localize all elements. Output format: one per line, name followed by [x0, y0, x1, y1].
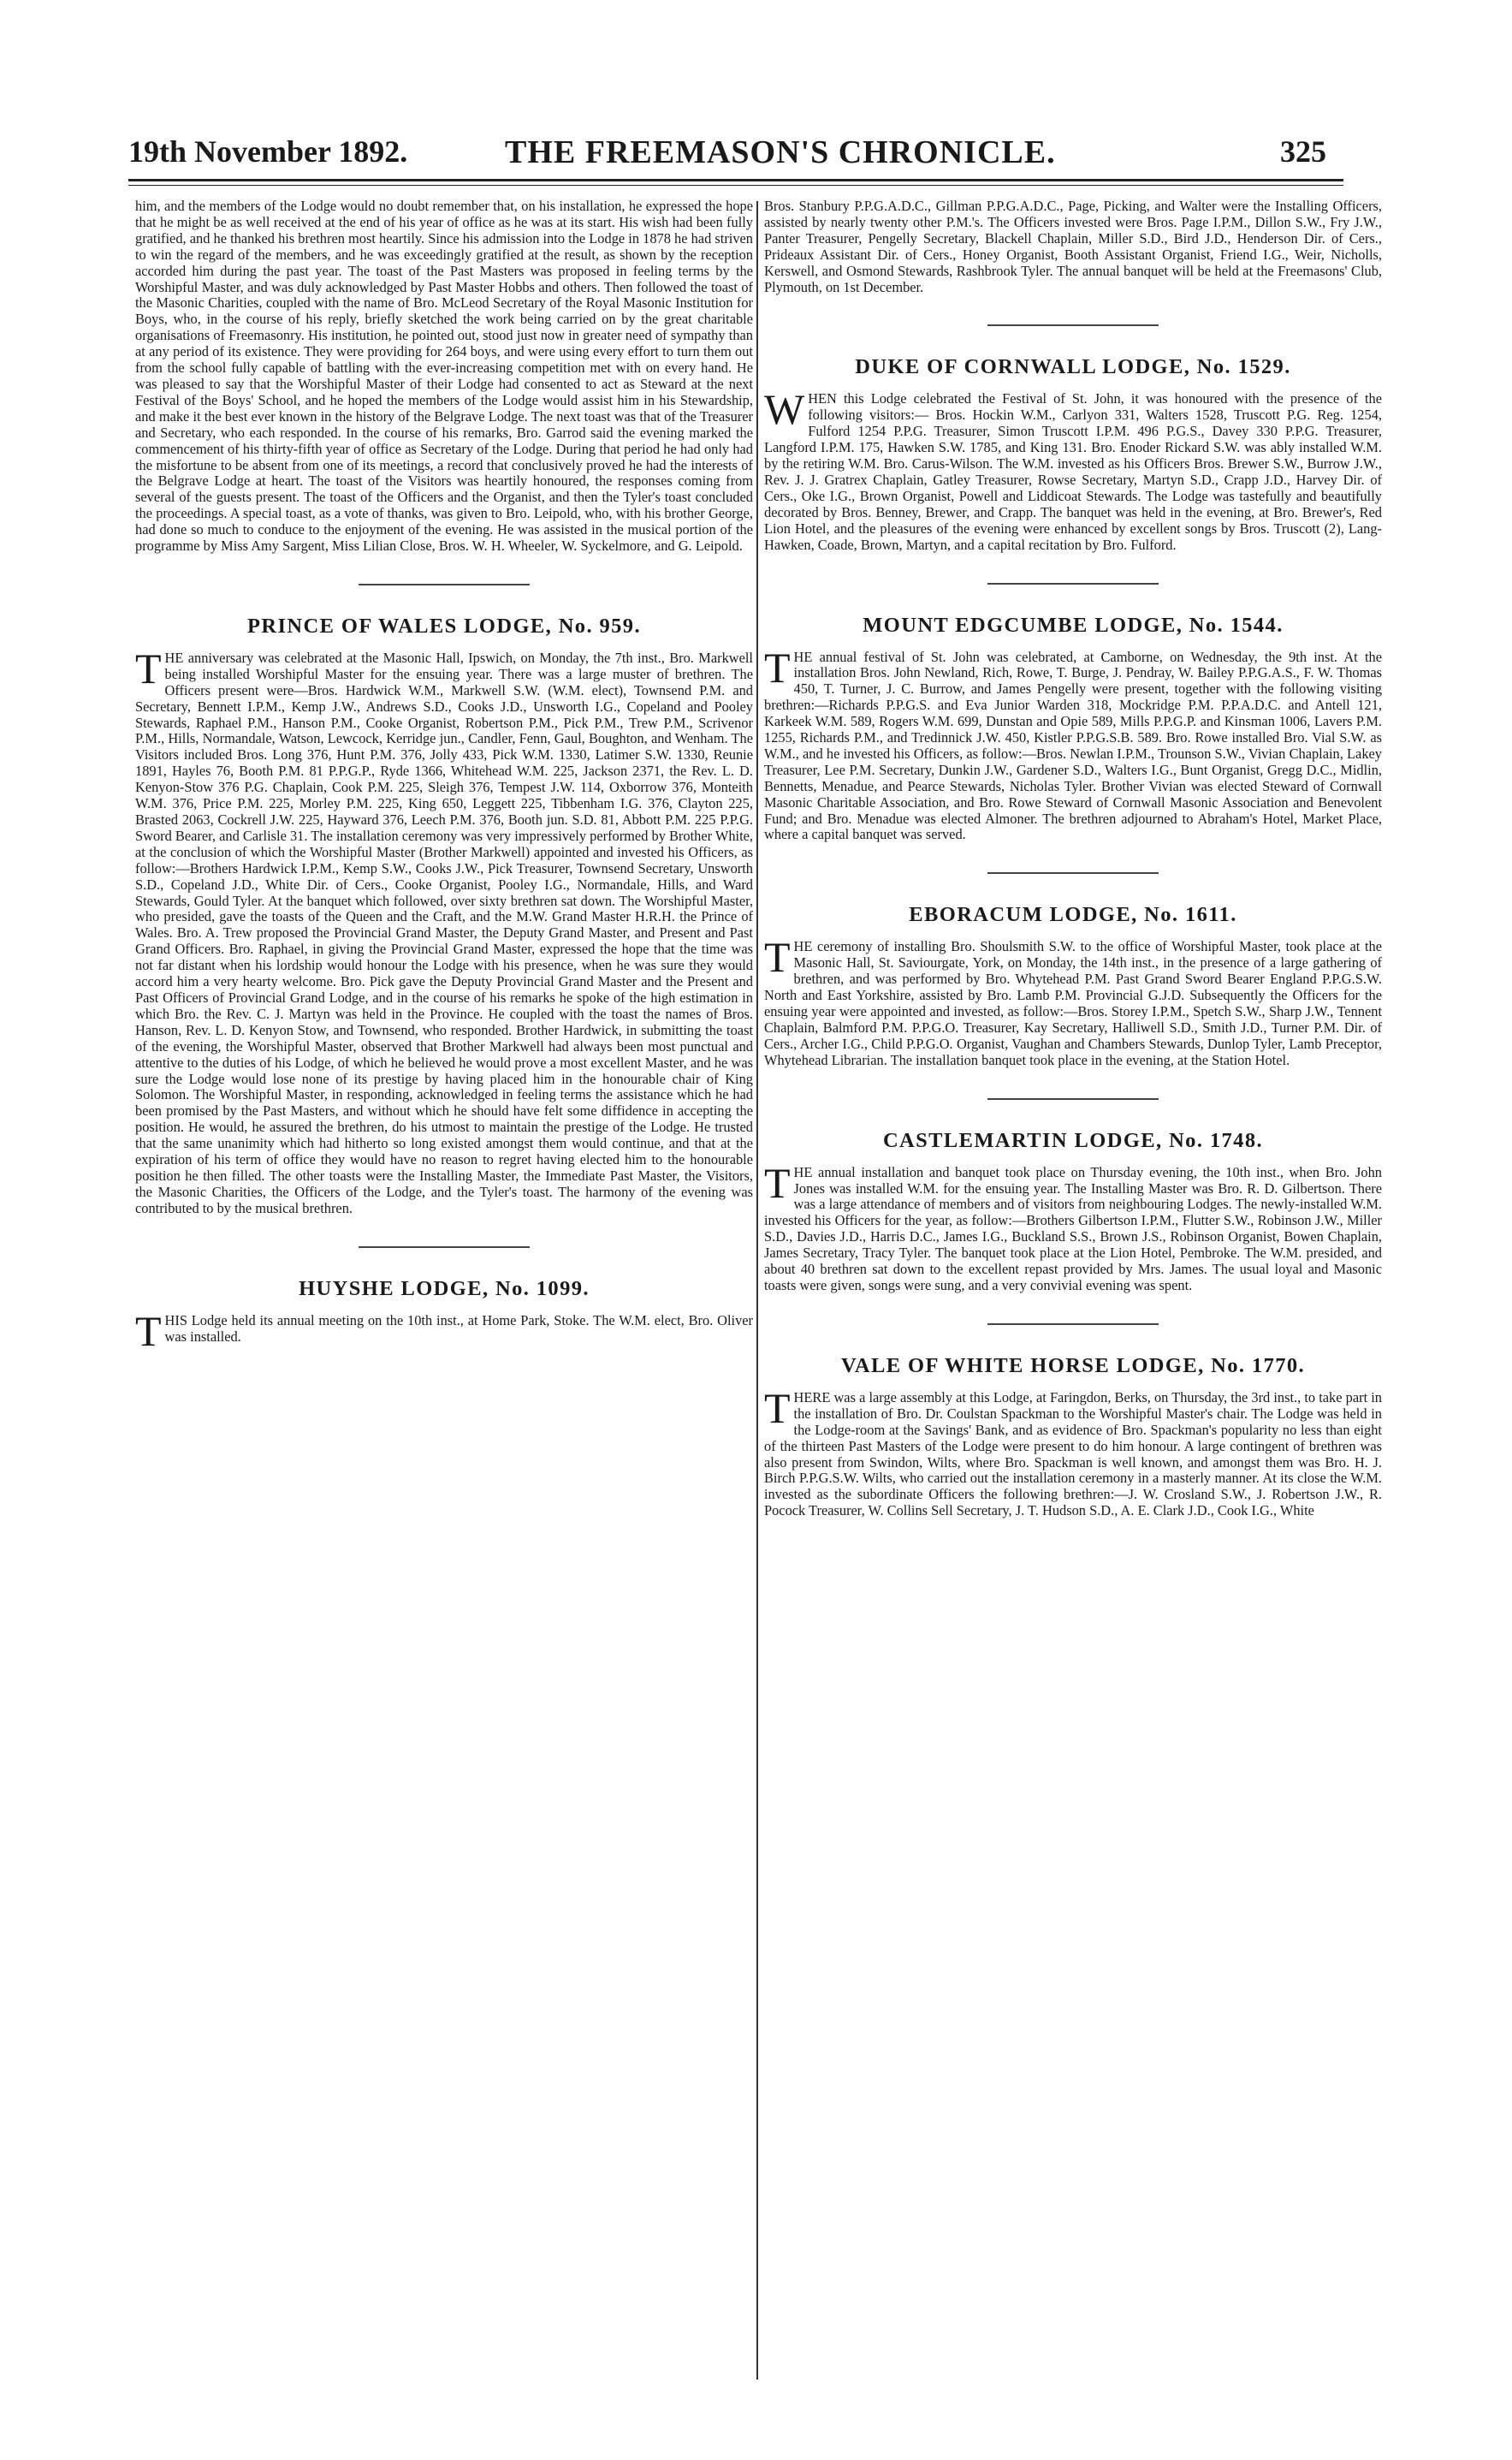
- article-text: HE ceremony of installing Bro. Shoulsmith S.W. to the office of Worshipful Master, took place at the Masonic Hall, St. Saviourgate, York, on Monday, the 14th inst., in the presence of a large gathering of brethren, and was performed by Bro. Whytehead P.M. Past Grand Sword Bearer England P.P.G.S.W. North and East Yorkshire, assisted by Bro. Lamb P.M. Provincial G.J.D. Subsequently the Officers for the ensuing year were appointed and invested, as follow:—Bros. Storey I.P.M., Spetch S.W., Sharp J.W., Tennent Chaplain, Balmford P.M. P.P.G.O. Treasurer, Kay Secretary, Halliwell S.D., Smith J.D., Turner P.M. Dir. of Cers., Archer I.G., Child P.P.G.O. Organist, Vaughan and Chambers Stewards, Dunlop Tyler, Lamb Preceptor, Whytehead Librarian. The installation banquet took place in the evening, at the Station Hotel.: [764, 938, 1382, 1068]
- section-separator: [359, 584, 530, 585]
- section-separator: [987, 583, 1159, 585]
- issue-date: 19th November 1892.: [128, 134, 408, 169]
- mount-edgcumbe-lodge-heading: MOUNT EDGCUMBE LODGE, No. 1544.: [863, 613, 1284, 637]
- duke-of-cornwall-lodge-heading: DUKE OF CORNWALL LODGE, No. 1529.: [855, 355, 1291, 379]
- drop-cap: T: [135, 644, 162, 692]
- belgrave-continued-paragraph: him, and the members of the Lodge would no doubt remember that, on his installation, he expressed the hope that he might be as well received at the end of his year of office as he was at its start. His wish had been fully gratified, and he thanked his brethren most heartily. Since his admission into the Lodge in 1878 he had striven to win the regard of the members, and he was exceedingly gratified at the result, as shown by the reception accorded him during the past year. The toast of the Past Masters was proposed in feeling terms by the Worshipful Master, and was duly acknowledged by Past Master Hobbs and others. Then followed the toast of the Masonic Charities, coupled with the name of Bro. McLeod Secretary of the Royal Masonic Institution for Boys, who, in the course of his reply, briefly sketched the work being carried on by the great charitable organisations of Freemasonry. His institution, he pointed out, stood just now in greater need of sympathy than at any period of its existence. They were providing for 264 boys, and were using every effort to turn them out from the school fully capable of battling with the ever-increasing competition met with on every hand. He was pleased to say that the Worshipful Master of their Lodge had consented to act as Steward at the next Festival of the Boys' School, and he hoped the members of the Lodge would assist him in his Stewardship, and make it the best ever known in the history of the Belgrave Lodge. The next toast was that of the Treasurer and Secretary, who each responded. In the course of his remarks, Bro. Garrod said the evening marked the commencement of his thirty-fifth year of office as Secretary of the Lodge. During that period he had only had the misfortune to be absent from one of its meetings, a record that conclusively proved he had the interests of the Belgrave Lodge at heart. The toast of the Visitors was heartily honoured, the responses coming from several of the guests present. The toast of the Officers and the Organist, and then the Tyler's toast concluded the proceedings. A special toast, as a vote of thanks, was given to Bro. Leipold, who, with his brother George, had done so much to conduce to the enjoyment of the evening. He was assisted in the musical portion of the programme by Miss Amy Sargent, Miss Lilian Close, Bros. W. H. Wheeler, W. Syckelmore, and G. Leipold.: [135, 198, 753, 555]
- left-column: [135, 198, 754, 1355]
- drop-cap: T: [764, 1158, 791, 1207]
- vale-of-white-horse-lodge-article: [764, 1383, 1382, 1519]
- article-text: HERE was a large assembly at this Lodge, at Faringdon, Berks, on Thursday, the 3rd inst., to take part in the installation of Bro. Dr. Coulstan Spackman to the Worshipful Master's chair. The Lodge was held in the Lodge-room at the Savings' Bank, and as evidence of Bro. Spackman's popularity no less than eight of the thirteen Past Masters of the Lodge were present to do him honour. A large contingent of brethren was also present from Swindon, Wilts, where Bro. Spackman is well known, and amongst them was Bro. H. J. Birch P.P.G.S.W. Wilts, who carried out the installation ceremony in a masterly manner. At its close the W.M. invested as the subordinate Officers the following brethren:—J. W. Crosland S.W., J. Robertson J.W., R. Pocock Treasurer, W. Collins Sell Secretary, J. T. Hudson S.D., A. E. Clark J.D., Cook I.G., White: [764, 1388, 1382, 1519]
- mount-edgcumbe-lodge-article: [764, 643, 1382, 844]
- drop-cap: T: [764, 1383, 791, 1432]
- page-header: [128, 128, 1343, 180]
- prince-of-wales-lodge-heading: PRINCE OF WALES LODGE, No. 959.: [247, 614, 641, 638]
- right-column: [764, 199, 1382, 1519]
- article-text: HE annual installation and banquet took place on Thursday evening, the 10th inst., when Bro. John Jones was installed W.M. for the ensuing year. The Installing Master was Bro. R. D. Gilbertson. There was a large attendance of members and of visitors from neighbouring Lodges. The newly-installed W.M. invested his Officers for the year, as follow:—Brothers Gilbertson I.P.M., Flutter S.W., Robinson J.W., Miller S.D., Davies J.D., Harris D.C., James I.G., Buckland S.S., Brown J.S., Robinson Organist, Bowen Chaplain, James Secretary, Tracy Tyler. The banquet took place at the Lion Hotel, Pembroke. The W.M. presided, and about 40 brethren sat down to the excellent repast provided by Mrs. James. The usual loyal and Masonic toasts were given, songs were sung, and a very convivial evening was spent.: [764, 1163, 1382, 1293]
- duke-of-cornwall-lodge-article: [764, 385, 1382, 553]
- castlemartin-lodge-article: [764, 1158, 1382, 1294]
- drop-cap: T: [135, 1306, 162, 1355]
- article-text: HE anniversary was celebrated at the Masonic Hall, Ipswich, on Monday, the 7th inst., Bro. Markwell being installed Worshipful Master for the ensuing year. There was a large muster of brethren. The Officers present were—Bros. Hardwick W.M., Markwell S.W. (W.M. elect), Townsend P.M. and Secretary, Bennett I.P.M., Kemp J.W., Andrews S.D., Cooks J.D., Unsworth I.G., Copeland and Pooley Stewards, Raphael P.M., Hanson P.M., Cooke Organist, Robertson P.M., Pick P.M., Trew P.M., Scrivenor P.M., Hills, Normandale, Watson, Lewcock, Kerridge jun., Candler, Fenn, Gaul, Boughton, and Wenham. The Visitors included Bros. Long 376, Hunt P.M. 376, Jolly 433, Pick W.M. 1330, Latimer S.W. 1330, Reunie 1891, Hayles 76, Booth P.M. 81 P.P.G.P., Ryde 1366, Whitehead W.M. 225, Jackson 2371, the Rev. L. D. Kenyon-Stow 376 P.G. Chaplain, Cook P.M. 225, Sleigh 376, Tempest J.W. 114, Oxborrow 376, Monteith W.M. 376, Price P.M. 225, Morley P.M. 225, King 650, Leggett 225, Tibbenham I.G. 376, Clayton 225, Brasted 2063, Cockrell J.W. 225, Hayward 376, Leech P.M. 376, Booth jun. S.D. 81, Abbott P.M. 225 P.P.G. Sword Bearer, and Carlisle 31. The installation ceremony was very impressively performed by Brother White, at the conclusion of which the Worshipful Master (Brother Markwell) appointed and invested his Officers, as follow:—Brothers Hardwick I.P.M., Kemp S.W., Cooks J.W., Pick Treasurer, Townsend Secretary, Unsworth S.D., Copeland J.D., White Dir. of Cers., Cooke Organist, Pooley I.G., Normandale, Hills, and Ward Stewards, Gould Tyler. At the banquet which followed, over sixty brethren sat down. The Worshipful Master, who presided, gave the toasts of the Queen and the Craft, and the M.W. Grand Master H.R.H. the Prince of Wales. Bro. A. Trew proposed the Provincial Grand Master, the Deputy Grand Master, and Present and Past Grand Officers. Bro. Raphael, in giving the Provincial Grand Master, expressed the hope that the time was not far distant when his lordship would honour the Lodge with his presence, when he was sure they would accord him a very hearty welcome. Bro. Pick gave the Deputy Provincial Grand Master and the Present and Past Officers of Provincial Grand Lodge, and in the course of his remarks he spoke of the high estimation in which Bro. the Rev. C. J. Martyn was held in the Province. He coupled with the toast the names of Bros. Hanson, Rev. L. D. Kenyon Stow, and Townsend, who responded. Brother Hardwick, in submitting the toast of the evening, the Worshipful Master, observed that Brother Markwell had always been most punctual and attentive to the duties of his Lodge, of which he believed he would prove a most excellent Master, and he was sure the Lodge would lose none of its prestige by having placed him in the honourable chair of King Solomon. The Worshipful Master, in responding, acknowledged in feeling terms the assistance which he had been promised by the Past Masters, and without which he should have felt some diffidence in accepting the position. He would, he assured the brethren, do his utmost to maintain the prestige of the Lodge. He trusted that the same unanimity which had hitherto so long existed amongst them would continue, and that at the expiration of his term of office they would have no reason to regret having elected him to the honourable position he then filled. The other toasts were the Installing Master, the Immediate Past Master, the Visitors, the Masonic Charities, the Officers of the Lodge, and the Tyler's toast. The harmony of the evening was contributed to by the musical brethren.: [135, 649, 754, 1216]
- eboracum-lodge-heading: EBORACUM LODGE, No. 1611.: [909, 903, 1237, 927]
- header-rule-thin: [128, 185, 1343, 186]
- section-separator: [987, 324, 1159, 326]
- article-text: HE annual festival of St. John was celebrated, at Camborne, on Wednesday, the 9th inst. At the installation Bros. John Newland, Rich, Rowe, T. Burge, J. Pendray, W. Bailey P.P.G.A.S., F. W. Thomas 450, T. Turner, J. C. Burrow, and James Pengelly were present, together with the following visiting brethren:—Richards P.P.G.S. and Eva Junior Warden 318, Mockridge P.M. P.P.A.D.C. and Antell 121, Karkeek W.M. 589, Rogers W.M. 699, Dunstan and Opie 589, Mills P.P.G.P. and Kinsman 1006, Lavers P.M. 1255, Richards P.M., and Tredinnick J.W. 450, Kistler P.P.G.S.B. 589. Bro. Rowe installed Bro. Vial S.W. as W.M., and he invested his Officers, as follow:—Bros. Newlan I.P.M., Trounson S.W., Vivian Chaplain, Lakey Treasurer, Lee P.M. Secretary, Dunkin J.W., Gardener S.D., Walters I.G., Bunt Organist, Gregg D.C., Midlin, Bennetts, Menadue, and Pearce Stewards, Nicholas Tyler. Brother Vivian was elected Steward of Cornwall Masonic Charitable Association, and Bro. Rowe Steward of Cornwall Masonic Association and Benevolent Fund; and Bro. Menadue was elected Almoner. The brethren adjourned to Abraham's Hotel, Market Place, where a capital banquet was served.: [764, 648, 1382, 843]
- header-rule: [128, 179, 1343, 181]
- publication-title: THE FREEMASON'S CHRONICLE.: [505, 134, 1056, 170]
- huyshe-continued-paragraph: Bros. Stanbury P.P.G.A.D.C., Gillman P.P.G.A.D.C., Page, Picking, and Walter were the Installing Officers, assisted by nearly twenty other P.M.'s. The Officers invested were Bros. Page I.P.M., Dillon S.W., Fry J.W., Panter Treasurer, Pengelly Secretary, Blackell Chaplain, Miller S.D., Bird J.D., Henderson Dir. of Cers., Prideaux Assistant Dir. of Cers., Honey Organist, Booth Assistant Organist, Friend I.G., Weir, Nicholls, Kerswell, and Osmond Stewards, Rashbrook Tyler. The annual banquet will be held at the Freemasons' Club, Plymouth, on 1st December.: [764, 198, 1382, 295]
- section-separator: [987, 1098, 1159, 1100]
- article-text: HIS Lodge held its annual meeting on the 10th inst., at Home Park, Stoke. The W.M. elect, Bro. Oliver was installed.: [164, 1311, 753, 1345]
- vale-of-white-horse-lodge-heading: VALE OF WHITE HORSE LODGE, No. 1770.: [840, 1353, 1306, 1377]
- drop-cap: W: [764, 385, 805, 434]
- drop-cap: T: [764, 643, 791, 692]
- page-number: 325: [1280, 134, 1326, 169]
- huyshe-lodge-heading: HUYSHE LODGE, No. 1099.: [299, 1276, 590, 1300]
- section-separator: [987, 872, 1159, 874]
- section-separator: [987, 1323, 1159, 1325]
- huyshe-lodge-article: [135, 1306, 753, 1355]
- column-divider: [756, 201, 758, 2380]
- article-text: HEN this Lodge celebrated the Festival of St. John, it was honoured with the presence of the following visitors:— Bros. Hockin W.M., Carlyon 331, Walters 1528, Truscott P.G. Reg. 1254, Fulford 1254 P.P.G. Treasurer, Simon Truscott I.P.M. 496 P.G.S., Davey 330 P.P.G. Treasurer, Langford I.P.M. 175, Hawken S.W. 1785, and King 131. Bro. Enoder Rickard S.W. was ably installed W.M. by the retiring W.M. Bro. Carus-Wilson. The W.M. invested as his Officers Bros. Brewer S.W., Burrow J.W., Rev. J. J. Gratrex Chaplain, Gatley Treasurer, Rowse Secretary, Martyn S.D., Crapp J.D., Harvey Dir. of Cers., Oke I.G., Brown Organist, Powell and Liddicoat Stewards. The Lodge was tastefully and beautifully decorated by Bros. Benney, Brewer, and Crapp. The banquet was held in the evening, at Bro. Brewer's, Red Lion Hotel, and the pleasures of the evening were enhanced by excellent songs by Bros. Truscott (2), Lang-Hawken, Coade, Brown, Martyn, and a capital recitation by Bro. Fulford.: [764, 390, 1382, 553]
- eboracum-lodge-article: [764, 933, 1382, 1068]
- section-separator: [359, 1246, 530, 1248]
- prince-of-wales-lodge-article: [135, 644, 754, 1217]
- castlemartin-lodge-heading: CASTLEMARTIN LODGE, No. 1748.: [882, 1128, 1264, 1152]
- drop-cap: T: [764, 933, 791, 982]
